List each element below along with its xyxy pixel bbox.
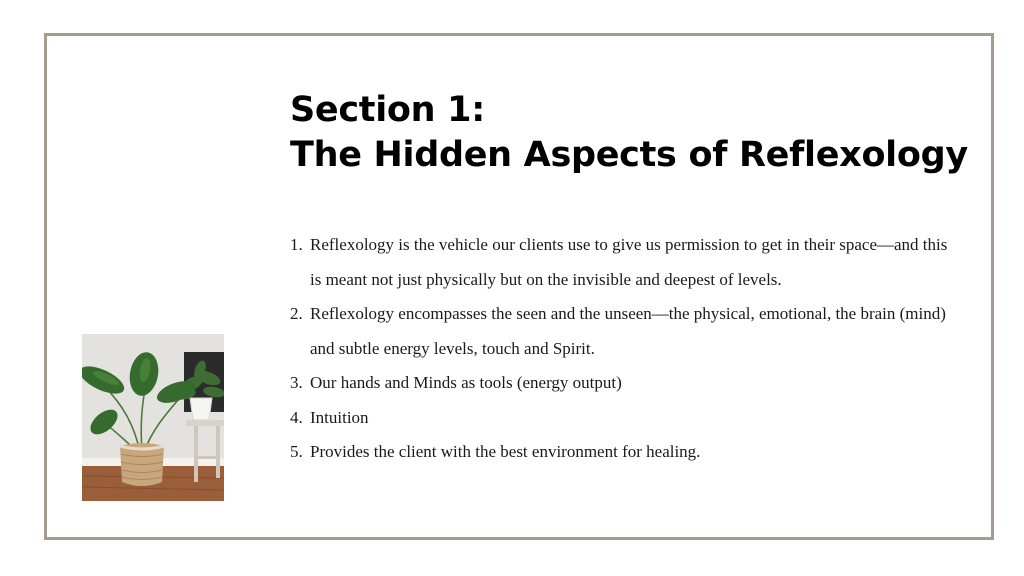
bullet-list: [290, 228, 950, 470]
item-text: Intuition: [310, 407, 369, 427]
title-line-2: The Hidden Aspects of Reflexology: [290, 135, 968, 175]
plant-photo: [82, 334, 224, 501]
list-item: [290, 401, 950, 436]
item-number: 4.: [290, 407, 303, 427]
stool-top: [186, 420, 224, 426]
plant-photo-illustration: [82, 334, 224, 501]
list-item: [290, 228, 950, 297]
item-text: Provides the client with the best environment for healing.: [310, 442, 701, 461]
list-item: [290, 297, 950, 366]
item-text: Our hands and Minds as tools (energy output): [310, 373, 622, 392]
title-line-1: Section 1:: [290, 90, 485, 130]
list-item: [290, 366, 950, 401]
small-pot: [190, 398, 212, 420]
list-item: [290, 435, 950, 470]
stool-rung: [194, 456, 220, 459]
item-text: Reflexology is the vehicle our clients use to give us permission to get in their space—and this is meant not just physically but on the invisible and deepest of levels.: [310, 235, 948, 289]
stool-leg: [216, 426, 220, 478]
stool-leg: [194, 426, 198, 482]
item-number: 2.: [290, 304, 303, 323]
item-text: Reflexology encompasses the seen and the unseen—the physical, emotional, the brain (mind) and subtle energy levels, touch and Spirit.: [310, 304, 946, 358]
slide-title: [290, 88, 968, 178]
item-number: 1.: [290, 235, 303, 254]
item-number: 3.: [290, 373, 303, 392]
item-number: 5.: [290, 442, 303, 461]
